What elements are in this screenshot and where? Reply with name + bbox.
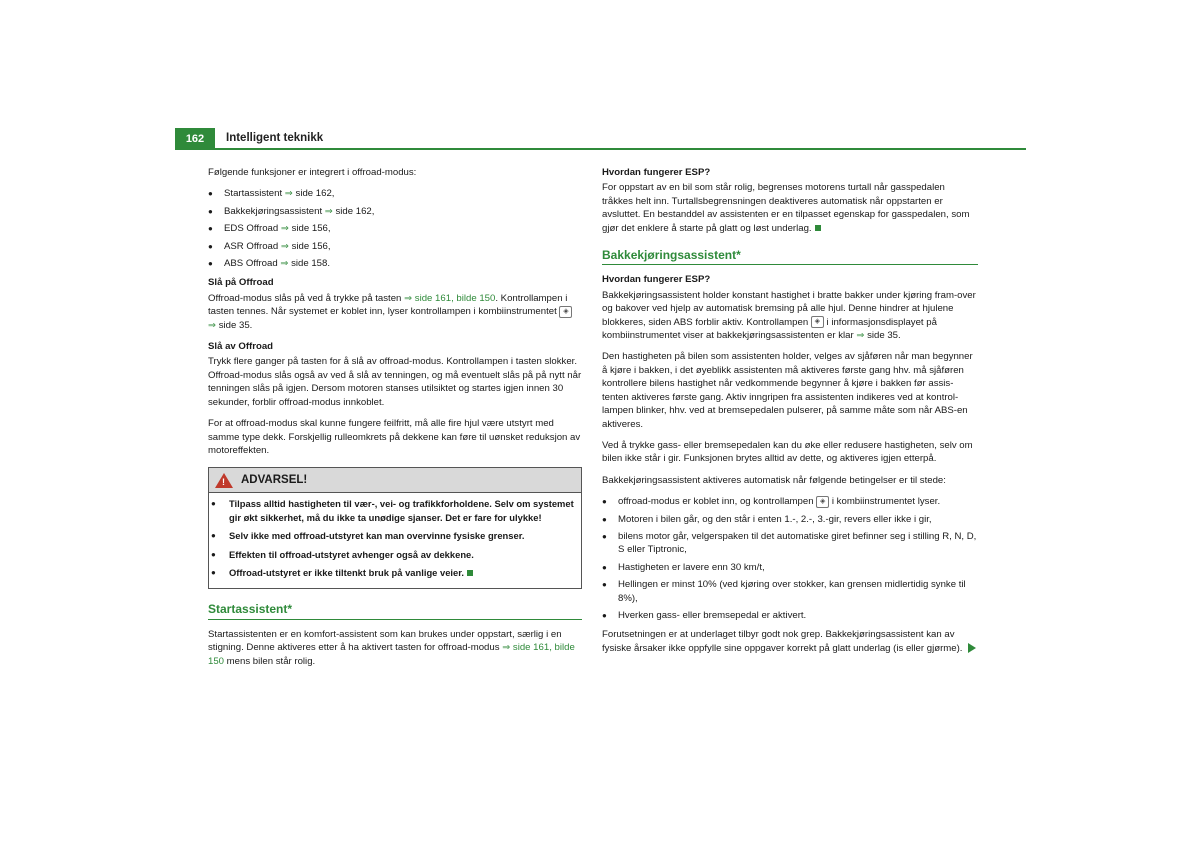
right-column [602,166,978,663]
subheading-esp: Hvordan fungerer ESP? [602,274,711,286]
offroad-lamp-icon: ◈ [559,306,572,318]
end-mark-icon [467,570,473,576]
section-title-hill-assist: Bakkekjøringsassistent* [602,249,978,265]
list-item: ● ABS Offroad ⇒ side 158. [208,257,582,270]
hill-text-4: Bakkekjøringsassistent aktiveres automatisk når følgende betingelser er til stede: [602,474,946,486]
warning-item: ● Effekten til offroad-utstyret avhenger også av dekkene. [211,548,579,561]
section-title-start-assist: Startassistent* [208,603,582,619]
final-text: Forutsetningen er at underlaget tilbyr godt nok grep. Bakkekjøringsassistent kan av fysiske årsaker ikke oppfylle sine oppgaver korrekt på glatt underlag (is eller gjørme). [602,628,978,655]
reference-link[interactable]: ⇒ side 161, bilde 150 [208,642,575,667]
warning-triangle-icon: ! [215,473,233,488]
esp-text: For oppstart av en bil som står rolig, begrenses motorens turtall når gasspedalen tråkkes helt inn. Turtallsbegrensningen deaktiveres automatisk når oppstarten er avsluttet. En bestanddel av assistenten er en tilpasset egenskap for gasspedalen, som gjør det enklere å starte på glatt og løst underlag. [602,182,970,234]
offroad-on-text: Offroad-modus slås på ved å trykke på tasten ⇒ side 161, bilde 150. Kontrollampen i tasten tennes. Når systemet er koblet inn, lyser kontrollampen i kombiinstrumentet ◈ ⇒ side 35. [208,292,582,332]
hill-lamp-icon: ◈ [816,496,829,508]
list-item: ● EDS Offroad ⇒ side 156, [208,222,582,235]
page-number: 162 [175,128,215,150]
list-item: ● Startassistent ⇒ side 162, [208,187,582,200]
end-mark-icon [815,225,821,231]
tires-text: For at offroad-modus skal kunne fungere feilfritt, må alle fire hjul være utstyrt med samme type dekk. Forskjellig rulleomkrets på dekkene kan føre til uønsket reduksjon av motoreffekten. [208,418,581,456]
subheading-offroad-on: Slå på Offroad [208,277,274,289]
warning-title: ADVARSEL! [241,473,308,486]
list-item: ● ASR Offroad ⇒ side 156, [208,240,582,253]
hill-lamp-icon: ◈ [811,316,824,328]
chapter-title: Intelligent teknikk [226,132,324,144]
warning-item: ● Selv ikke med offroad-utstyret kan man overvinne fysiske grenser. [211,529,579,542]
header-rule [215,148,1026,150]
list-item: ● bilens motor går, velgerspaken til det automatiske giret befinner seg i stilling R, N, D, S eller Tiptronic, [602,530,978,557]
hill-text-2: Den hastigheten på bilen som assistenten holder, velges av sjåføren når man begynner å kjøre i bakken, i det øyeblikk assistenten må aktiveres første gang hhv. må sjåføren kontrollere bilens hastighet når vedkommende begynner å kjøre i bakken før assis-tenten aktiveres første gang. Aktiv inngripen fra assistenten indikeres ved at kontrol-lampen blinker, hhv. ved at bremsepedalen pulserer, på samme måte som når ABS-en aktiveres. [602,351,973,430]
list-item: ● offroad-modus er koblet inn, og kontrollampen ◈ i kombiinstrumentet lyser. [602,495,978,508]
warning-item: ● Offroad-utstyret er ikke tiltenkt bruk på vanlige veier. [211,566,579,579]
subheading-offroad-off: Slå av Offroad [208,341,274,353]
warning-body [209,493,581,588]
list-item: ● Hellingen er minst 10% (ved kjøring over stokker, kan grensen midlertidig synke til 8%), [602,578,978,605]
offroad-off-text: Trykk flere ganger på tasten for å slå av offroad-modus. Kontrollampen i tasten slokker. Offroad-modus slås også av ved å slå av tenningen, og må eventuelt slås på på nytt når tenningen slås på igjen. Dersom motoren stanses utilsiktet og startes igjen innen 30 sekunder, forblir offroad-modus innkoblet. [208,356,582,408]
warning-item: ● Tilpass alltid hastigheten til vær-, vei- og trafikkforholdene. Selv om systemet gir økt sikkerhet, må du ikke ta unødige sjanser. Det er fare for ulykke! [211,497,579,524]
left-column [208,166,582,676]
feature-list [208,187,582,270]
hill-text-3: Ved å trykke gass- eller bremsepedalen kan du øke eller redusere hastigheten, selv om bilen ikke står i gir. Funksjonen brytes alltid av dette, og aktiveres igjen etterpå. [602,439,973,465]
list-item: ● Hverken gass- eller bremsepedal er aktivert. [602,609,978,622]
hill-text-1: Bakkekjøringsassistent holder konstant hastighet i bratte bakker under kjøring fram-over og bakover ved hjelp av automatisk bremsing på alle hjul. Denne hindrer at hjulene blokkeres, siden ABS forblir aktiv. Kontrollampen ◈ i informasjonsdisplayet på kombiinstrumentet viser at bakkekjøringsassistenten er klar ⇒ side 35. [602,289,976,342]
warning-header [209,468,581,493]
warning-box [208,467,582,589]
start-assist-text: Startassistenten er en komfort-assistent som kan brukes under oppstart, særlig i en stigning. Denne aktiveres etter å ha aktivert tasten for offroad-modus ⇒ side 161, bilde 150 mens bilen står rolig. [208,628,575,667]
reference-link[interactable]: ⇒ side 161, bilde 150 [404,292,496,304]
subheading-esp: Hvordan fungerer ESP? [602,167,711,178]
list-item: ● Hastigheten er lavere enn 30 km/t, [602,561,978,574]
continue-arrow-icon [968,643,976,653]
list-item: ● Motoren i bilen går, og den står i enten 1.-, 2.-, 3.-gir, revers eller ikke i gir, [602,513,978,526]
intro-text: Følgende funksjoner er integrert i offroad-modus: [208,167,417,178]
condition-list [602,495,978,622]
list-item: ● Bakkekjøringsassistent ⇒ side 162, [208,205,582,218]
